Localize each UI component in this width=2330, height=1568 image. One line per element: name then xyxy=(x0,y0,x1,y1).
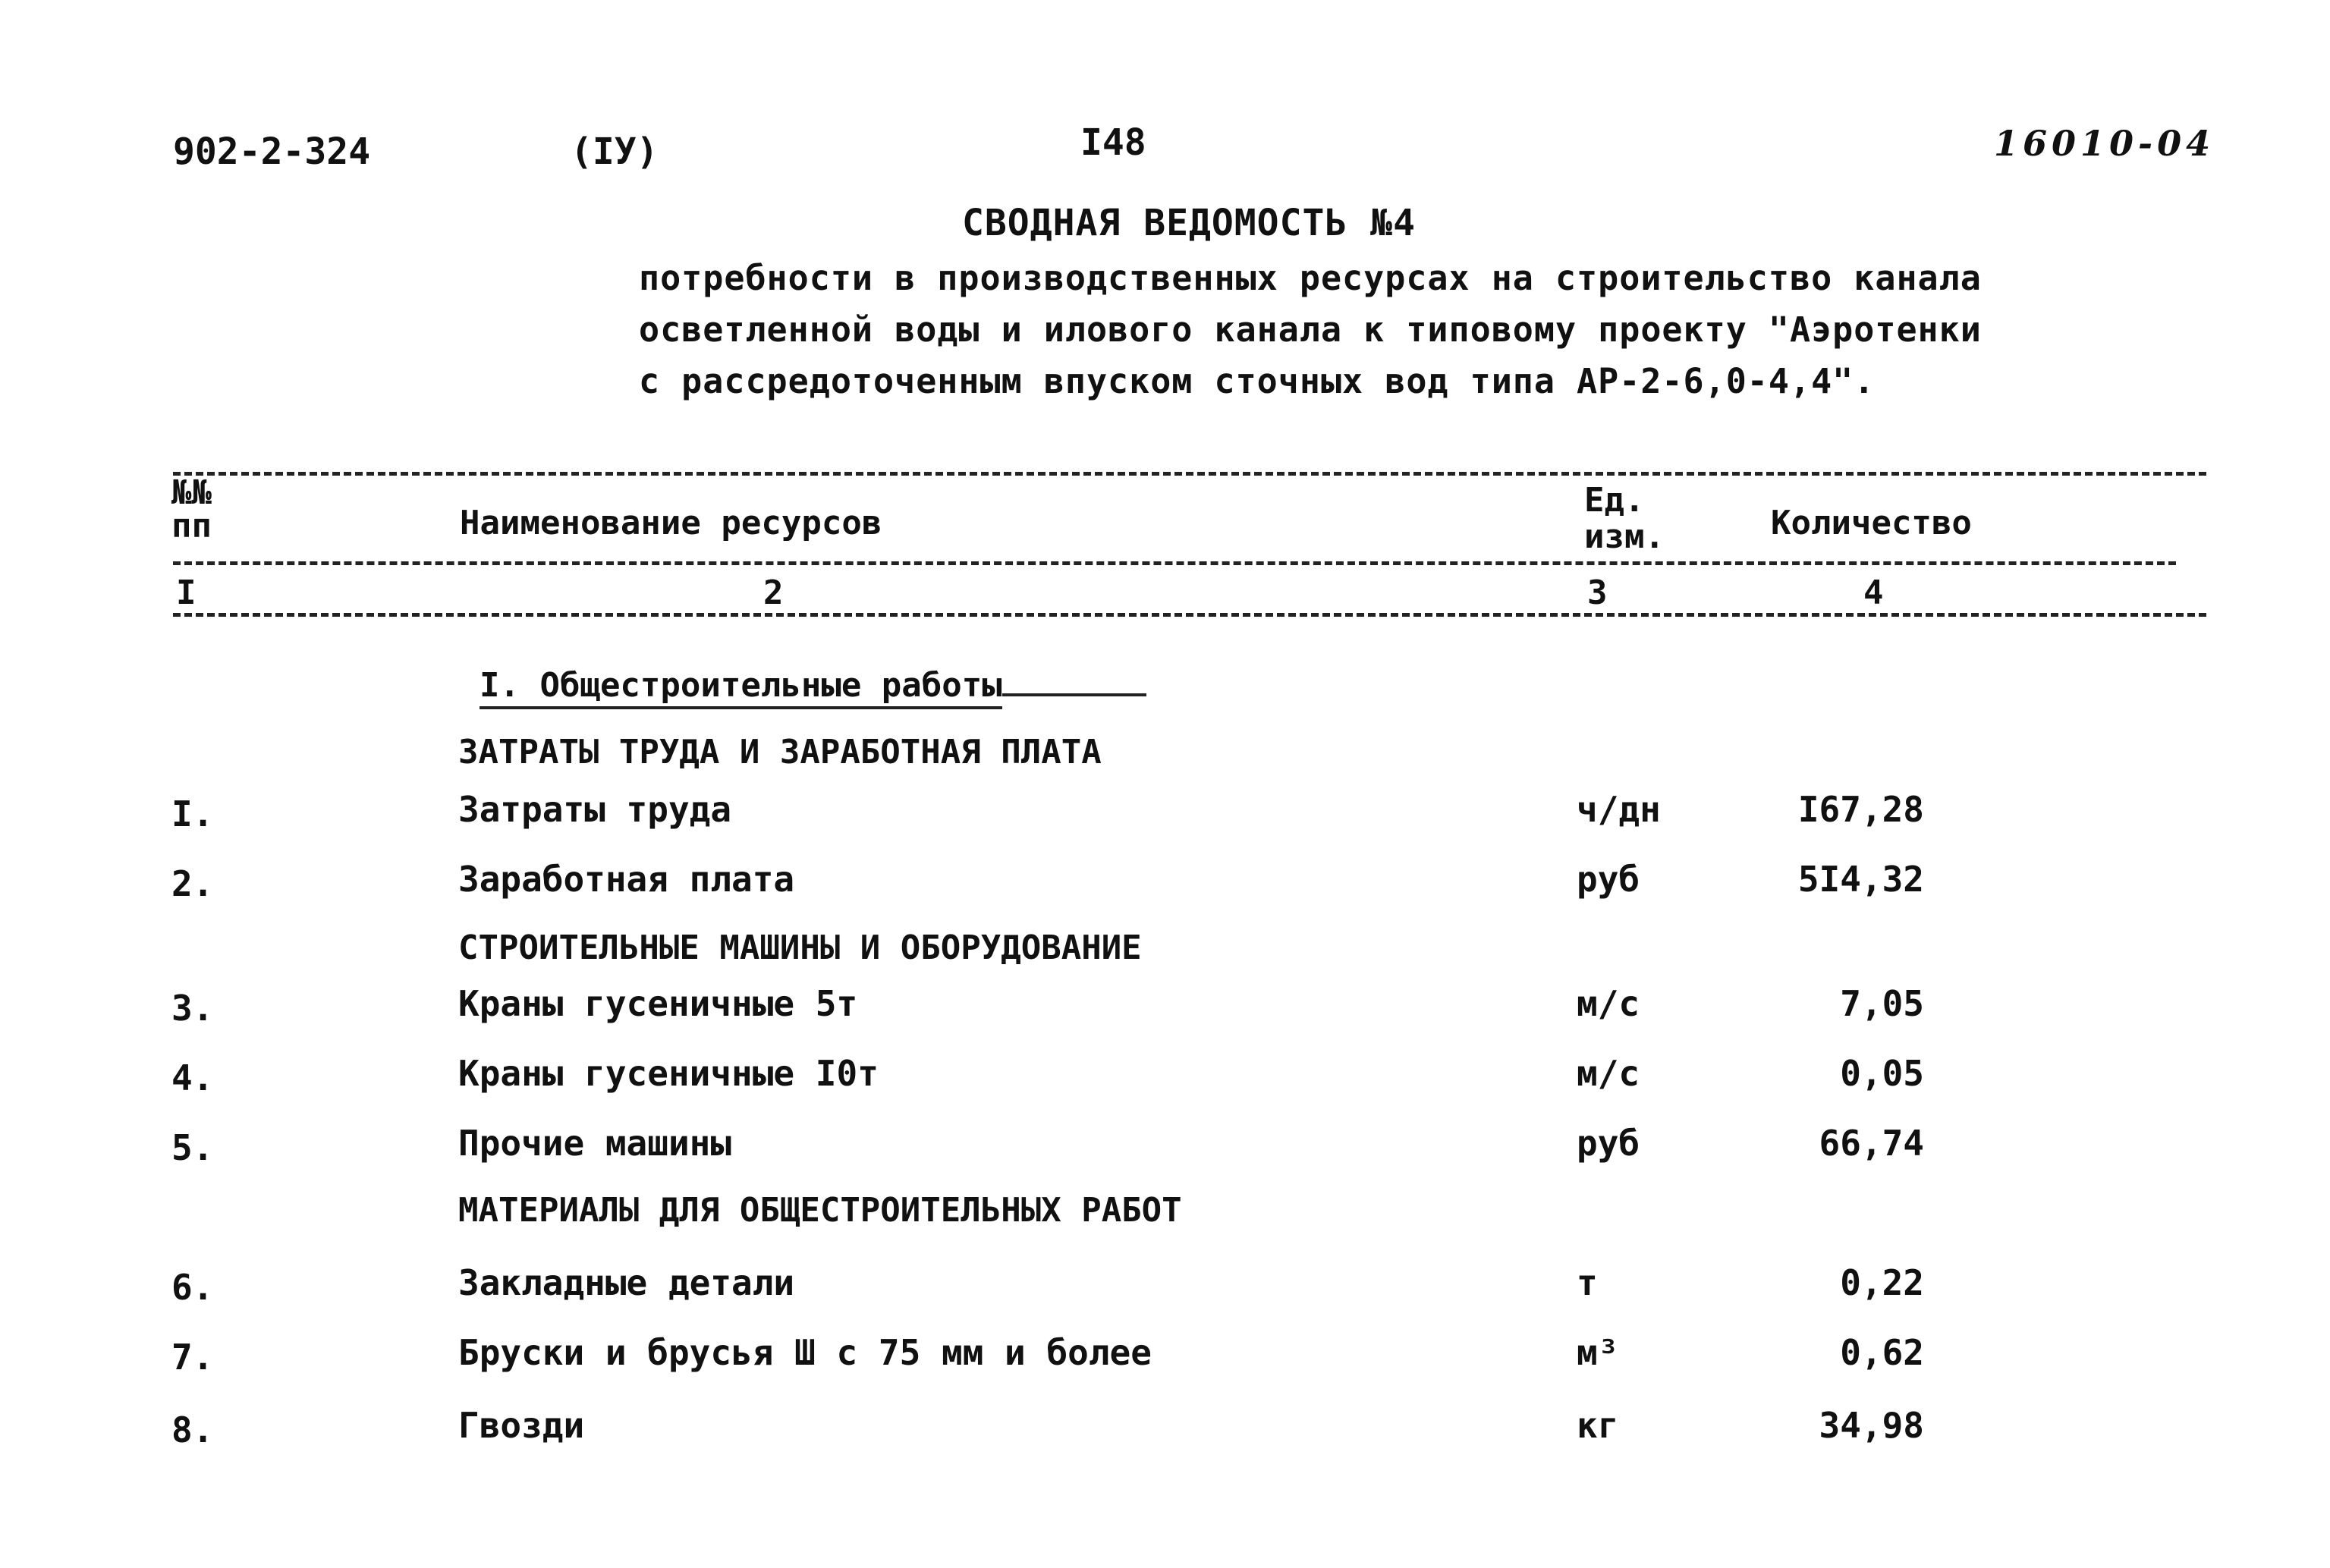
group-title-machines: СТРОИТЕЛЬНЫЕ МАШИНЫ И ОБОРУДОВАНИЕ xyxy=(458,929,1142,967)
header-quantity: Количество xyxy=(1771,504,1972,542)
inventory-number: 16010-04 xyxy=(1994,123,2215,164)
colnum-3: 3 xyxy=(1587,573,1608,612)
document-code: 902-2-324 xyxy=(173,130,371,173)
row-unit: ч/дн xyxy=(1577,789,1661,830)
row-quantity: 5I4,32 xyxy=(1797,859,1924,900)
row-number: I. xyxy=(171,793,214,834)
table-header-rule xyxy=(173,561,2176,565)
row-name: Заработная плата xyxy=(458,859,795,900)
row-quantity: 7,05 xyxy=(1840,983,1924,1024)
row-number: 7. xyxy=(171,1337,214,1378)
section-title xyxy=(480,666,1146,705)
row-number: 8. xyxy=(171,1409,214,1450)
row-number: 5. xyxy=(171,1127,214,1168)
row-quantity: 66,74 xyxy=(1819,1123,1924,1164)
row-unit: руб xyxy=(1577,1123,1640,1164)
row-unit: м/с xyxy=(1577,1053,1640,1094)
row-number: 4. xyxy=(171,1057,214,1098)
row-name: Затраты труда xyxy=(458,789,732,830)
subtitle-line-2: осветленной воды и илового канала к типовому проекту "Аэротенки xyxy=(639,310,1982,350)
row-unit: м/с xyxy=(1577,983,1640,1024)
section-title-rule xyxy=(1002,692,1146,696)
row-name: Бруски и брусья Ш с 75 мм и более xyxy=(458,1332,1152,1373)
table-colnum-rule xyxy=(173,613,2206,617)
volume-label: (IУ) xyxy=(571,130,659,173)
row-quantity: 0,62 xyxy=(1840,1332,1924,1373)
row-unit: т xyxy=(1577,1262,1598,1303)
header-unit xyxy=(1584,482,1665,555)
header-unit-line1: Ед. xyxy=(1584,481,1645,520)
row-name: Краны гусеничные I0т xyxy=(458,1053,879,1094)
header-number-line1: №№ xyxy=(171,473,212,512)
row-unit: кг xyxy=(1577,1405,1619,1446)
colnum-1: I xyxy=(176,573,197,612)
colnum-2: 2 xyxy=(763,573,784,612)
row-quantity: 34,98 xyxy=(1819,1405,1924,1446)
header-number xyxy=(171,473,212,545)
page-number: I48 xyxy=(1080,121,1146,164)
subtitle-line-3: с рассредоточенным впуском сточных вод типа АР-2-6,0-4,4". xyxy=(639,361,1876,401)
subtitle-line-1: потребности в производственных ресурсах на строительство канала xyxy=(639,258,1982,298)
row-number: 2. xyxy=(171,863,214,904)
section-title-text: I. Общестроительные работы xyxy=(480,666,1002,709)
row-quantity: 0,22 xyxy=(1840,1262,1924,1303)
row-name: Прочие машины xyxy=(458,1123,732,1164)
header-unit-line2: изм. xyxy=(1584,517,1665,556)
row-number: 6. xyxy=(171,1267,214,1308)
row-name: Закладные детали xyxy=(458,1262,795,1303)
table-top-rule xyxy=(173,472,2206,476)
row-number: 3. xyxy=(171,988,214,1029)
row-quantity: I67,28 xyxy=(1797,789,1924,830)
document-title: СВОДНАЯ ВЕДОМОСТЬ №4 xyxy=(962,202,1416,244)
row-name: Краны гусеничные 5т xyxy=(458,983,858,1024)
header-number-line2: пп xyxy=(171,507,212,545)
header-name: Наименование ресурсов xyxy=(460,504,882,542)
row-unit: м³ xyxy=(1577,1332,1619,1373)
colnum-4: 4 xyxy=(1863,573,1884,612)
group-title-materials: МАТЕРИАЛЫ ДЛЯ ОБЩЕСТРОИТЕЛЬНЫХ РАБОТ xyxy=(458,1191,1182,1230)
group-title-labor: ЗАТРАТЫ ТРУДА И ЗАРАБОТНАЯ ПЛАТА xyxy=(458,733,1102,771)
row-name: Гвозди xyxy=(458,1405,585,1446)
row-quantity: 0,05 xyxy=(1840,1053,1924,1094)
row-unit: руб xyxy=(1577,859,1640,900)
